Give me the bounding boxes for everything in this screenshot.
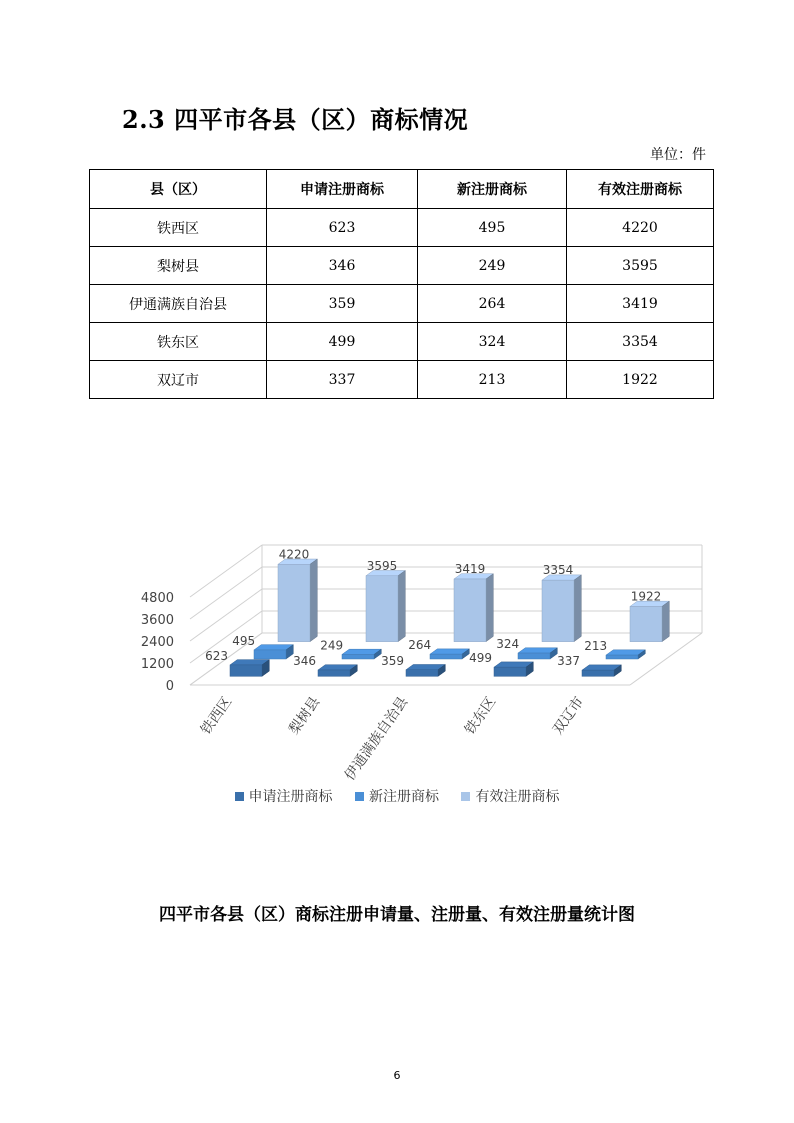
data-label: 249 (320, 638, 344, 653)
bar-front-1-0 (254, 650, 286, 659)
table-row (90, 247, 714, 285)
legend-swatch-valid (461, 792, 470, 801)
table-row (90, 285, 714, 323)
bar-front-1-1 (342, 654, 374, 659)
y-tick-label: 2400 (140, 635, 174, 650)
bar-front-2-2 (454, 579, 486, 642)
bar-front-0-1 (318, 670, 350, 676)
table-header-row (90, 170, 714, 209)
x-tick-label: 伊通满族自治县 (341, 694, 412, 784)
data-label: 324 (496, 637, 520, 652)
data-label: 3354 (542, 563, 574, 578)
data-label: 1922 (630, 589, 662, 604)
legend-item-applied (235, 786, 333, 806)
bar-side-2-4 (662, 601, 669, 642)
x-tick-label: 铁西区 (198, 694, 236, 738)
y-tick-label: 0 (165, 679, 174, 694)
data-label: 4220 (278, 547, 310, 562)
bar-front-1-3 (518, 653, 550, 659)
table-row (90, 209, 714, 247)
header-valid: 有效注册商标 (567, 170, 714, 209)
legend-item-valid (461, 786, 559, 806)
cell-applied: 499 (267, 323, 418, 361)
chart-caption: 四平市各县（区）商标注册申请量、注册量、有效注册量统计图 (159, 905, 635, 925)
cell-county: 梨树县 (90, 247, 267, 285)
cell-valid: 4220 (567, 209, 714, 247)
x-tick-label: 梨树县 (286, 694, 324, 738)
header-county: 县（区） (90, 170, 267, 209)
bar-front-2-0 (278, 564, 310, 641)
data-label: 264 (408, 638, 432, 653)
data-label: 495 (232, 633, 256, 648)
cell-applied: 337 (267, 361, 418, 399)
bar-front-0-4 (582, 670, 614, 676)
bar-side-2-0 (310, 559, 317, 642)
bar-front-0-0 (230, 665, 262, 676)
header-applied: 申请注册商标 (267, 170, 418, 209)
header-new: 新注册商标 (418, 170, 567, 209)
y-tick-label: 3600 (140, 613, 174, 628)
data-label: 3595 (366, 558, 398, 573)
legend-swatch-applied (235, 792, 244, 801)
bar-front-2-1 (366, 576, 398, 642)
data-label: 3419 (454, 561, 486, 576)
cell-new: 213 (418, 361, 567, 399)
x-tick-label: 铁东区 (462, 694, 500, 738)
y-tick-label: 4800 (140, 591, 174, 606)
cell-county: 铁西区 (90, 209, 267, 247)
data-label: 337 (557, 654, 580, 669)
cell-county: 铁东区 (90, 323, 267, 361)
cell-applied: 623 (267, 209, 418, 247)
bar-front-2-4 (630, 606, 662, 641)
legend-label-valid: 有效注册商标 (475, 789, 560, 805)
page-number: 6 (393, 1069, 401, 1082)
gridline-side (190, 567, 262, 619)
data-label: 213 (584, 639, 608, 654)
cell-new: 249 (418, 247, 567, 285)
unit-label: 单位：件 (650, 147, 706, 163)
x-tick-label: 双辽市 (550, 694, 588, 738)
cell-new: 324 (418, 323, 567, 361)
cell-new: 264 (418, 285, 567, 323)
y-tick-label: 1200 (140, 657, 174, 672)
cell-valid: 3419 (567, 285, 714, 323)
cell-applied: 346 (267, 247, 418, 285)
bar-side-2-1 (398, 570, 405, 641)
bar-side-2-3 (574, 575, 581, 642)
bar-front-2-3 (542, 580, 574, 641)
bar-front-0-3 (494, 667, 526, 676)
data-label: 346 (293, 653, 316, 668)
legend-label-applied: 申请注册商标 (248, 789, 333, 805)
trademark-table (89, 169, 714, 399)
bar-front-1-2 (430, 654, 462, 659)
table-row (90, 323, 714, 361)
cell-applied: 359 (267, 285, 418, 323)
gridline-side (190, 545, 262, 597)
cell-new: 495 (418, 209, 567, 247)
bar-side-2-2 (486, 574, 493, 642)
bar-front-0-2 (406, 670, 438, 677)
cell-county: 伊通满族自治县 (90, 285, 267, 323)
cell-valid: 3354 (567, 323, 714, 361)
chart-legend (0, 786, 794, 806)
legend-item-new (355, 786, 439, 806)
data-label: 359 (381, 653, 404, 668)
trademark-3d-bar-chart (140, 500, 710, 784)
data-label: 623 (205, 648, 228, 663)
cell-valid: 3595 (567, 247, 714, 285)
cell-valid: 1922 (567, 361, 714, 399)
data-label: 499 (469, 651, 492, 666)
cell-county: 双辽市 (90, 361, 267, 399)
table-row (90, 361, 714, 399)
bar-front-1-4 (606, 655, 638, 659)
section-title: 2.3 四平市各县（区）商标情况 (122, 105, 469, 134)
legend-swatch-new (355, 792, 364, 801)
legend-label-new: 新注册商标 (369, 789, 439, 805)
